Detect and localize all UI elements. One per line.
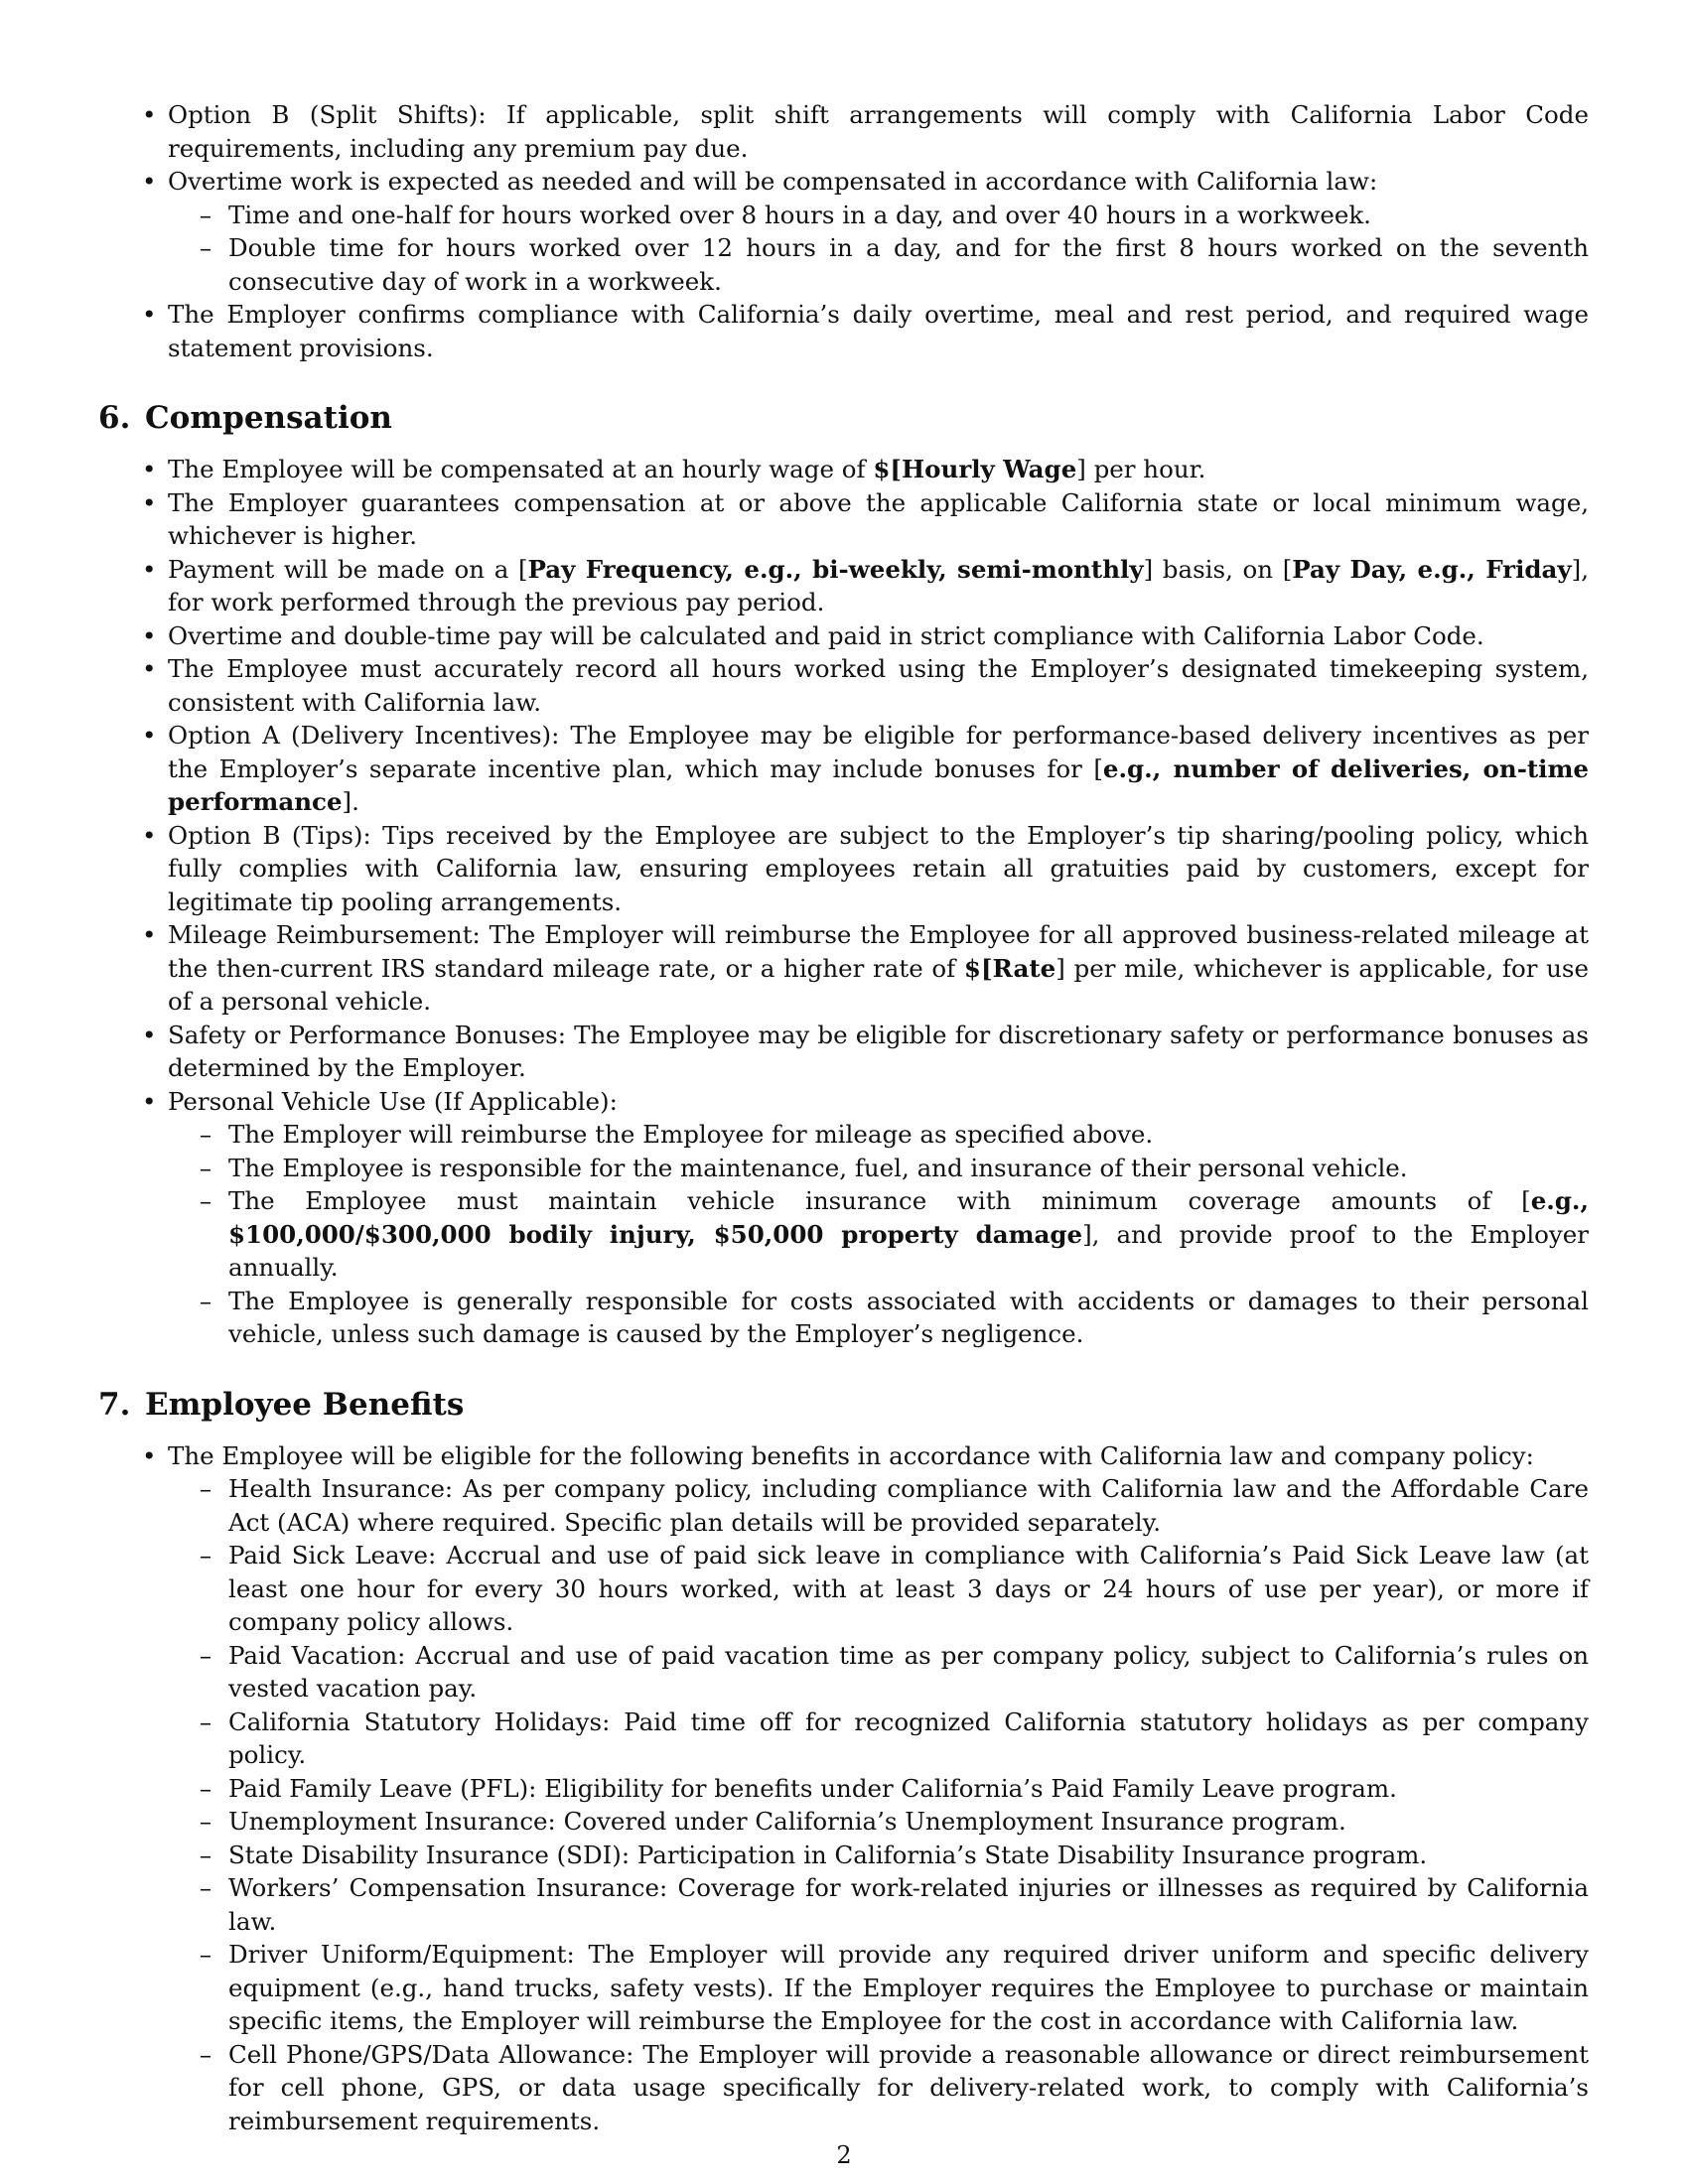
list-item (98, 918, 1589, 1019)
sublist-item-text: The Employee is generally responsible for costs associated with accidents or damages to their personal vehicle, unless such damage is caused by the Employer’s negligence. (228, 1286, 1589, 1348)
placeholder-field: $[Rate (963, 953, 1056, 983)
list-item (98, 165, 1589, 298)
benefit-item (168, 1938, 1589, 2038)
dash-marker: – (199, 1873, 212, 1902)
benefit-item (168, 1706, 1589, 1772)
placeholder-field: e.g., number of deliveries, on-time performance (168, 753, 1589, 816)
page-number: 2 (836, 2141, 852, 2169)
section-title: Employee Benefits (145, 1386, 465, 1423)
dash-marker: – (199, 1940, 212, 1969)
list-item (98, 98, 1589, 165)
bullet-marker: • (142, 167, 157, 196)
list-item (98, 1019, 1589, 1085)
placeholder-field: Pay Day, e.g., Friday (1292, 554, 1572, 584)
bullet-marker: • (142, 554, 157, 584)
section-title: Compensation (145, 400, 392, 436)
overtime-list (98, 98, 1589, 364)
list-item-text: The Employee must accurately record all hours worked using the Employer’s designated timekeeping system, consistent with California law. (168, 654, 1589, 717)
text-run: ], and provide proof to the Employer annually. (228, 1219, 1589, 1282)
benefits-list (98, 1439, 1589, 2138)
dash-marker: – (199, 1186, 212, 1215)
benefit-item (168, 1772, 1589, 1806)
sublist-item (168, 1184, 1589, 1285)
bullet-marker: • (142, 920, 157, 949)
text-run: ] per mile, whichever is applicable, for use of a personal vehicle. (168, 953, 1589, 1016)
text-run: The Employee must maintain vehicle insurance with minimum coverage amounts of [ (228, 1186, 1531, 1215)
section-number: 6. (98, 400, 131, 436)
benefits-sublist (98, 1472, 1589, 2137)
bullet-marker: • (142, 620, 157, 650)
benefit-item (168, 1539, 1589, 1639)
sublist-item (168, 1285, 1589, 1351)
sublist-item (168, 1118, 1589, 1152)
list-item (98, 298, 1589, 364)
sublist-item-text: Double time for hours worked over 12 hours in a day, and for the first 8 hours worked on the seventh consecutive day of work in a workweek. (228, 233, 1589, 296)
bullet-marker: • (142, 721, 157, 750)
page-content (98, 98, 1589, 2137)
list-item-text: The Employer confirms compliance with California’s daily overtime, meal and rest period, and required wage statement provisions. (168, 300, 1589, 362)
list-item-text: Overtime work is expected as needed and will be compensated in accordance with California law: (168, 167, 1378, 196)
placeholder-field: e.g., $100,000/$300,000 bodily injury, $50,000 property damage (228, 1186, 1589, 1249)
benefit-item (168, 2038, 1589, 2138)
placeholder-field: Pay Frequency, e.g., bi-weekly, semi-monthly (527, 554, 1144, 584)
bullet-marker: • (142, 300, 157, 329)
list-item (98, 1439, 1589, 2138)
list-item (98, 1085, 1589, 1351)
bullet-marker: • (142, 654, 157, 683)
list-item (98, 486, 1589, 553)
bullet-marker: • (142, 487, 157, 517)
sublist-item (168, 199, 1589, 232)
text-run: ]. (342, 787, 359, 816)
list-item (98, 553, 1589, 619)
benefit-text: Paid Vacation: Accrual and use of paid vacation time as per company policy, subject to California’s rules on vested vacation pay. (228, 1640, 1589, 1703)
benefit-item (168, 1639, 1589, 1706)
section-heading-benefits (98, 1385, 1589, 1425)
section-number: 7. (98, 1386, 131, 1423)
benefit-text: Paid Family Leave (PFL): Eligibility for benefits under California’s Paid Family Leave program. (228, 1773, 1397, 1803)
benefit-text: Driver Uniform/Equipment: The Employer will provide any required driver uniform and specific delivery equipment (e.g., hand trucks, safety vests). If the Employer requires the Employee to purchase or maintain specific items, the Employer will reimburse the Employee for the cost in accordance with California law. (228, 1940, 1589, 2035)
bullet-marker: • (142, 1086, 157, 1116)
bullet-marker: • (142, 455, 157, 483)
bullet-marker: • (142, 1020, 157, 1049)
overtime-sublist (98, 199, 1589, 299)
list-item-text: The Employer guarantees compensation at or above the applicable California state or local minimum wage, whichever is higher. (168, 487, 1589, 550)
benefit-text: Workers’ Compensation Insurance: Coverage for work-related injuries or illnesses as required by California law. (228, 1873, 1589, 1936)
dash-marker: – (199, 1153, 212, 1182)
bullet-marker: • (142, 820, 157, 850)
text-run: Option A (Delivery Incentives): The Employee may be eligible for performance-based delivery incentives as per the Employer’s separate incentive plan, which may include bonuses for [ (168, 721, 1589, 783)
dash-marker: – (199, 1840, 212, 1869)
benefit-item (168, 1871, 1589, 1938)
dash-marker: – (199, 1286, 212, 1315)
benefit-item (168, 1472, 1589, 1539)
benefit-item (168, 1839, 1589, 1872)
section-heading-compensation (98, 398, 1589, 438)
text-run: ] basis, on [ (1143, 554, 1293, 584)
list-item (98, 453, 1589, 486)
sublist-item (168, 1152, 1589, 1185)
text-run: ], for work performed through the previous pay period. (168, 554, 1589, 616)
dash-marker: – (199, 1474, 212, 1503)
bullet-marker: • (142, 1440, 157, 1470)
benefit-text: Health Insurance: As per company policy, including compliance with California law and the Affordable Care Act (ACA) where required. Specific plan details will be provided separately. (228, 1474, 1589, 1537)
dash-marker: – (199, 1120, 212, 1149)
list-item-text: Option B (Split Shifts): If applicable, split shift arrangements will comply with California Labor Code requirements, including any premium pay due. (168, 100, 1589, 163)
list-item (98, 619, 1589, 653)
benefit-text: California Statutory Holidays: Paid time off for recognized California statutory holidays as per company policy. (228, 1706, 1589, 1769)
list-item (98, 652, 1589, 719)
benefit-text: Unemployment Insurance: Covered under California’s Unemployment Insurance program. (228, 1807, 1346, 1836)
list-item-text: Overtime and double-time pay will be calculated and paid in strict compliance with California Labor Code. (168, 620, 1484, 650)
list-item-text: Safety or Performance Bonuses: The Employee may be eligible for discretionary safety or performance bonuses as determined by the Employer. (168, 1020, 1589, 1082)
text-run: The Employee will be compensated at an hourly wage of (168, 455, 874, 483)
dash-marker: – (199, 200, 212, 229)
list-item-text: Personal Vehicle Use (If Applicable): (168, 1086, 618, 1116)
benefit-text: Cell Phone/GPS/Data Allowance: The Employer will provide a reasonable allowance or direct reimbursement for cell phone, GPS, or data usage specifically for delivery-related work, to comply with California’s reimbursement requirements. (228, 2039, 1589, 2135)
text-run: Mileage Reimbursement: The Employer will reimburse the Employee for all approved business-related mileage at the then-current IRS standard mileage rate, or a higher rate of (168, 920, 1589, 983)
sublist-item-text: The Employee is responsible for the maintenance, fuel, and insurance of their personal vehicle. (228, 1153, 1408, 1182)
text-run: Payment will be made on a [ (168, 554, 528, 584)
dash-marker: – (199, 1541, 212, 1570)
sublist-item (168, 231, 1589, 298)
list-item (98, 819, 1589, 919)
list-item-text: The Employee will be eligible for the following benefits in accordance with California law and company policy: (168, 1440, 1534, 1470)
list-item (98, 719, 1589, 819)
sublist-item-text: The Employer will reimburse the Employee for mileage as specified above. (228, 1120, 1154, 1149)
dash-marker: – (199, 1706, 212, 1736)
dash-marker: – (199, 1640, 212, 1670)
dash-marker: – (199, 2039, 212, 2069)
dash-marker: – (199, 1807, 212, 1836)
list-item-text: Option B (Tips): Tips received by the Employee are subject to the Employer’s tip sharing/pooling policy, which fully complies with California law, ensuring employees retain all gratuities paid by customers, except for legitimate tip pooling arrangements. (168, 820, 1589, 916)
bullet-marker: • (142, 100, 157, 129)
vehicle-sublist (98, 1118, 1589, 1351)
text-run: ] per hour. (1076, 455, 1206, 483)
benefit-text: State Disability Insurance (SDI): Participation in California’s State Disability Insurance program. (228, 1840, 1428, 1869)
placeholder-field: $[Hourly Wage (873, 455, 1077, 483)
benefit-text: Paid Sick Leave: Accrual and use of paid sick leave in compliance with California’s Paid Sick Leave law (at least one hour for every 30 hours worked, with at least 3 days or 24 hours of use per year), or more if company policy allows. (228, 1541, 1589, 1636)
compensation-list (98, 453, 1589, 1351)
benefit-item (168, 1805, 1589, 1839)
dash-marker: – (199, 233, 212, 262)
sublist-item-text: Time and one-half for hours worked over 8 hours in a day, and over 40 hours in a workweek. (228, 200, 1371, 229)
dash-marker: – (199, 1773, 212, 1803)
